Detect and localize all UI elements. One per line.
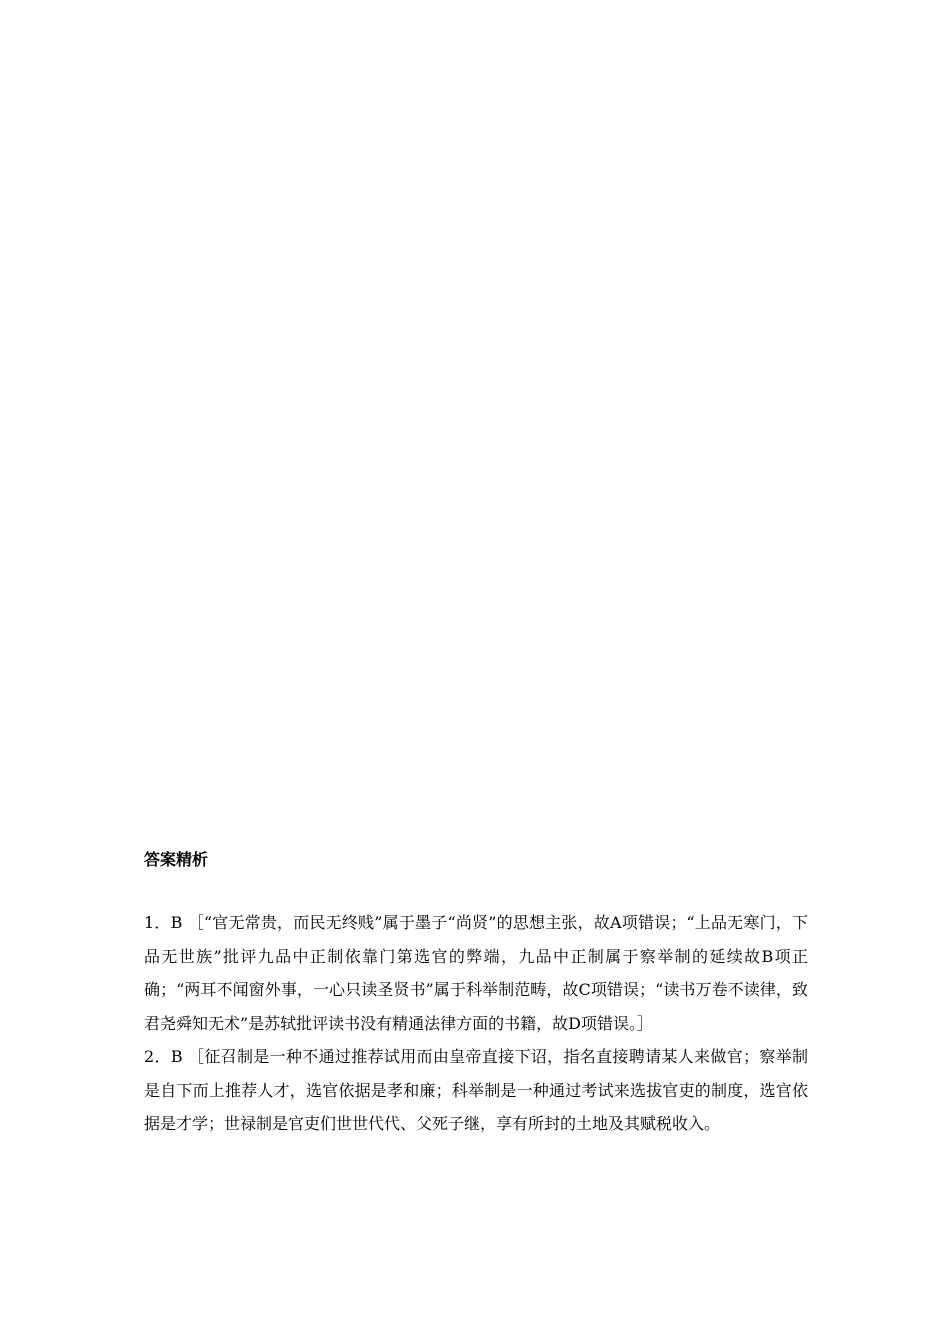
answer-number: 1．	[144, 913, 171, 932]
answer-letter: B	[170, 913, 183, 932]
answer-explanation: ［征召制是一种不通过推荐试用而由皇帝直接下诏，指名直接聘请某人来做官；察举制是自下而上推荐人才，选官依据是孝和廉；科举制是一种通过考试来选拔官吏的制度，选官依据是才学；世禄制是官吏们世世代代、父死子继，享有所封的土地及其赋税收入。	[144, 1047, 808, 1133]
answer-item-1	[144, 906, 808, 1040]
section-title: 答案精析	[144, 850, 209, 869]
answer-number: 2．	[144, 1047, 171, 1066]
answer-item-2	[144, 1040, 808, 1141]
answer-letter: B	[170, 1047, 183, 1066]
answer-explanation: ［“官无常贵，而民无终贱”属于墨子“尚贤”的思想主张，故A项错误；“上品无寒门，下品无世族”批评九品中正制依靠门第选官的弊端，九品中正制属于察举制的延续故B项正确；“两耳不闻窗外事，一心只读圣贤书”属于科举制范畴，故C项错误；“读书万卷不读律，致君尧舜知无术”是苏轼批评读书没有精通法律方面的书籍，故D项错误。］	[144, 913, 808, 1033]
answer-list	[144, 906, 808, 1141]
